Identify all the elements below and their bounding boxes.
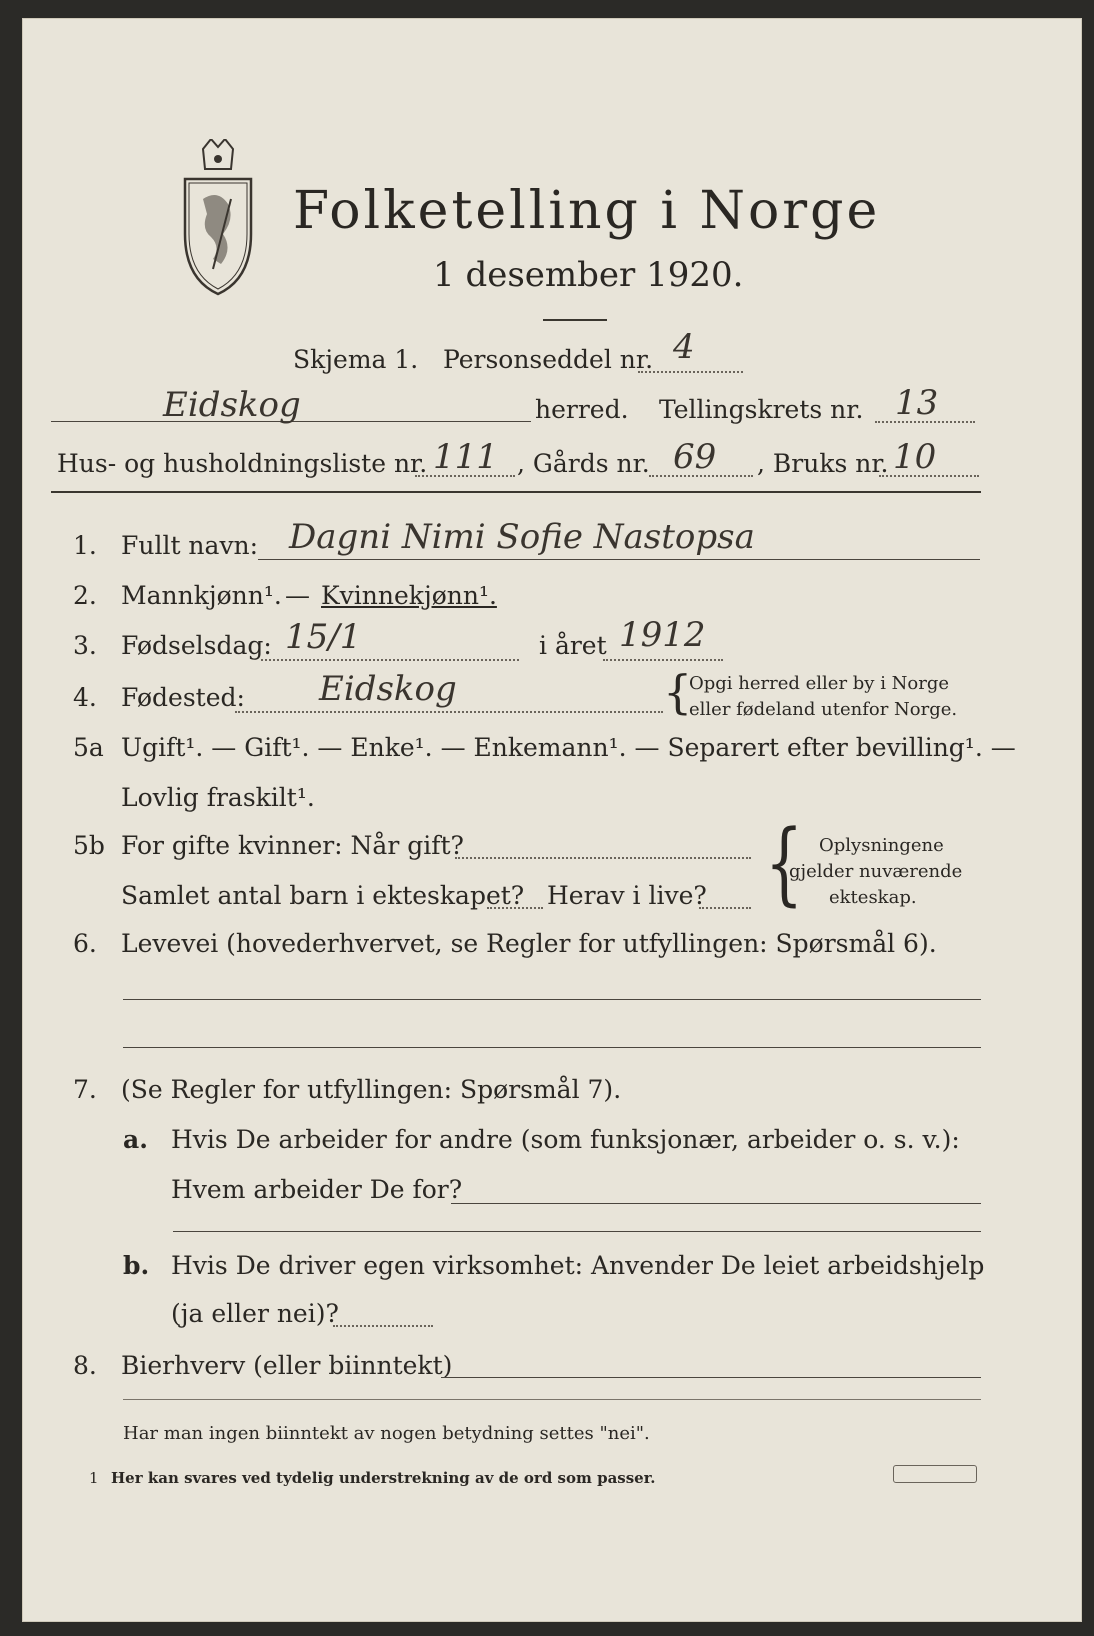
employer-field[interactable] bbox=[451, 1203, 981, 1204]
q4-number: 4. bbox=[73, 683, 97, 712]
printer-stamp bbox=[893, 1465, 977, 1483]
tellingskrets-label: Tellingskrets nr. bbox=[659, 395, 864, 424]
q7b-question: Hvis De driver egen virksomhet: Anvender De leiet arbeidshjelp bbox=[171, 1251, 985, 1280]
birthplace-value[interactable]: Eidskog bbox=[319, 669, 457, 709]
q1-number: 1. bbox=[73, 531, 97, 560]
hus-value[interactable]: 111 bbox=[433, 437, 498, 477]
personseddel-label: Personseddel nr. bbox=[443, 345, 654, 374]
married-when-field[interactable] bbox=[455, 857, 751, 859]
divorced-option[interactable]: Lovlig fraskilt¹. bbox=[121, 783, 315, 812]
bruks-label: , Bruks nr. bbox=[757, 449, 889, 478]
q7a-question: Hvis De arbeider for andre (som funksjonær, arbeider o. s. v.): bbox=[171, 1125, 960, 1154]
schema-label: Skjema 1. bbox=[293, 345, 419, 374]
q1-label: Fullt navn: bbox=[121, 531, 259, 560]
tellingskrets-value[interactable]: 13 bbox=[895, 383, 939, 423]
hired-help-label: (ja eller nei)? bbox=[171, 1299, 339, 1328]
children-count-field[interactable] bbox=[487, 907, 543, 909]
year-label: i året bbox=[539, 631, 607, 660]
q4-label: Fødested: bbox=[121, 683, 245, 712]
children-alive-field[interactable] bbox=[699, 907, 751, 909]
hus-label: Hus- og husholdningsliste nr. bbox=[57, 449, 428, 478]
q3-label: Fødselsdag: bbox=[121, 631, 272, 660]
hired-help-field[interactable] bbox=[333, 1325, 433, 1327]
employer-field-2[interactable] bbox=[173, 1231, 981, 1232]
children-alive-label: Herav i live? bbox=[547, 881, 707, 910]
secondary-income-field[interactable] bbox=[441, 1377, 981, 1378]
herred-label: herred. bbox=[535, 395, 629, 424]
q8-number: 8. bbox=[73, 1351, 97, 1380]
birthplace-note-1: Opgi herred eller by i Norge bbox=[689, 673, 950, 694]
gards-label: , Gårds nr. bbox=[517, 449, 650, 478]
birth-year-value[interactable]: 1912 bbox=[619, 615, 706, 655]
q2-dash: — bbox=[285, 581, 310, 610]
census-form-page: Folketelling i Norge 1 desember 1920. Skjema 1. Personseddel nr. 4 Eidskog herred. Tellingskrets nr. 13 Hus- og husholdningsliste nr. 111 , Gårds nr. 69 , Bruks nr. 10 1. Fullt navn: Dagni Nimi Sofie Nastopsa 2. Mannkjønn¹. — Kvinnekjønn¹. 3. Fødselsdag: 15/1 i året 1912 4. Fødested: Eidskog { Opgi herred eller by i Norge eller fødeland utenfor Norge. 5a Ugift¹. — Gift¹. — Enke¹. — Enkemann¹. — Separert efter bevilling¹. — Lovlig fraskilt¹. 5b For gifte kvinner: Når gift? Samlet antal barn i ekteskapet? Herav i live? { Oplysningene gjelder nuværende ekteskap. 6. Levevei (hovederhvervet, se Regler for utfyllingen: Spørsmål 6). 7. (Se Regler for utfyllingen: Spørsmål 7). a. Hvis De arbeider for andre (som funksjonær, arbeider o. s. v.): Hvem arbeider De for? b. Hvis De driver egen virksomhet: Anvender De leiet arbeidshjelp (ja eller nei)? 8. Bierhverv (eller biinntekt) Har man ingen biinntekt av nogen betydning settes "nei". 1 Her kan svares ved tydelig understrekning av de ord som passer. bbox=[22, 18, 1082, 1622]
title-divider bbox=[543, 319, 607, 321]
personseddel-value[interactable]: 4 bbox=[673, 327, 695, 367]
q6-number: 6. bbox=[73, 929, 97, 958]
footnote-marker: 1 bbox=[89, 1469, 99, 1487]
q7a-letter: a. bbox=[123, 1125, 148, 1154]
male-option[interactable]: Mannkjønn¹. bbox=[121, 581, 282, 610]
q7-number: 7. bbox=[73, 1075, 97, 1104]
q3-number: 3. bbox=[73, 631, 97, 660]
full-name-value[interactable]: Dagni Nimi Sofie Nastopsa bbox=[289, 517, 755, 557]
marriage-note-2: gjelder nuværende bbox=[789, 861, 963, 882]
header-divider bbox=[51, 491, 981, 493]
occupation-label: Levevei (hovederhvervet, se Regler for utfyllingen: Spørsmål 6). bbox=[121, 929, 937, 958]
q2-number: 2. bbox=[73, 581, 97, 610]
q7b-letter: b. bbox=[123, 1251, 150, 1280]
occupation-field-1[interactable] bbox=[123, 999, 981, 1000]
coat-of-arms-icon bbox=[173, 139, 263, 299]
q5b-number: 5b bbox=[73, 831, 105, 860]
q7-label: (Se Regler for utfyllingen: Spørsmål 7). bbox=[121, 1075, 622, 1104]
female-option[interactable]: Kvinnekjønn¹. bbox=[321, 581, 497, 610]
occupation-field-2[interactable] bbox=[123, 1047, 981, 1048]
census-date: 1 desember 1920. bbox=[433, 255, 744, 295]
gards-value[interactable]: 69 bbox=[673, 437, 717, 477]
footer-note: Har man ingen biinntekt av nogen betydning settes "nei". bbox=[123, 1423, 650, 1444]
birthplace-note-2: eller fødeland utenfor Norge. bbox=[689, 699, 958, 720]
marital-status-options[interactable]: Ugift¹. — Gift¹. — Enke¹. — Enkemann¹. — Separert efter bevilling¹. — bbox=[121, 733, 1016, 762]
married-when-label: For gifte kvinner: Når gift? bbox=[121, 831, 464, 860]
secondary-income-label: Bierhverv (eller biinntekt) bbox=[121, 1351, 453, 1380]
form-title: Folketelling i Norge bbox=[293, 181, 881, 241]
birthday-value[interactable]: 15/1 bbox=[285, 617, 362, 657]
footer-divider bbox=[123, 1399, 981, 1400]
herred-value[interactable]: Eidskog bbox=[163, 385, 301, 425]
footnote-text: Her kan svares ved tydelig understrekning av de ord som passer. bbox=[111, 1469, 656, 1487]
bruks-value[interactable]: 10 bbox=[893, 437, 937, 477]
marriage-note-3: ekteskap. bbox=[829, 887, 917, 908]
employer-label: Hvem arbeider De for? bbox=[171, 1175, 463, 1204]
marriage-note-1: Oplysningene bbox=[819, 835, 944, 856]
children-count-label: Samlet antal barn i ekteskapet? bbox=[121, 881, 525, 910]
q5a-number: 5a bbox=[73, 733, 104, 762]
